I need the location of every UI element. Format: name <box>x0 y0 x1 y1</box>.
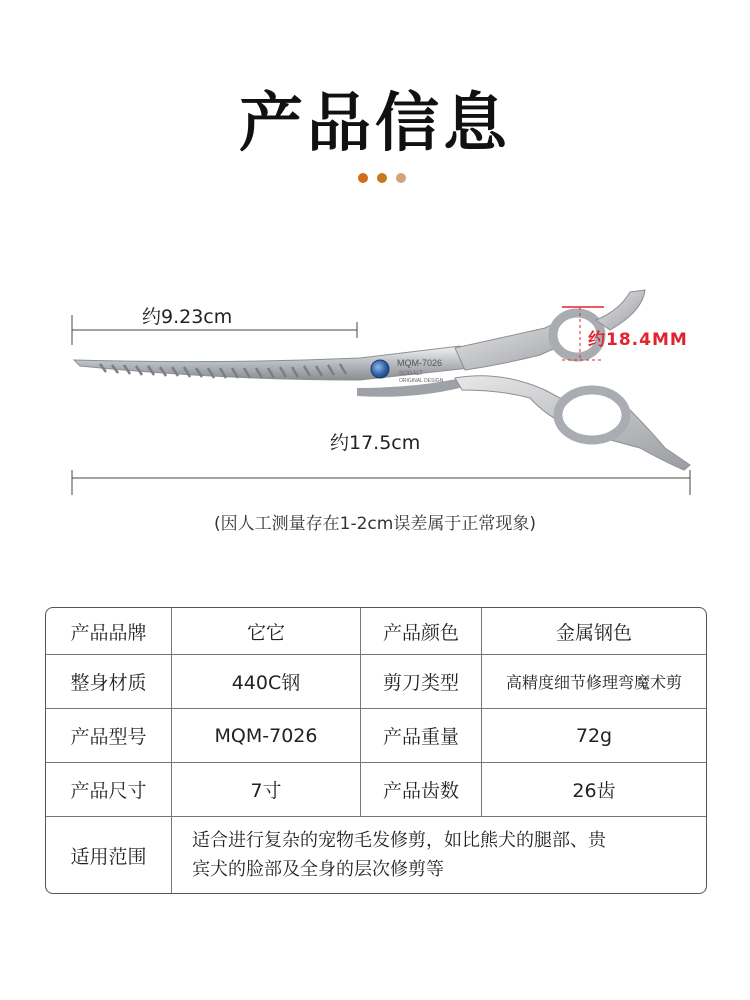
spec-value: 72g <box>482 709 706 763</box>
spec-value: 26齿 <box>482 763 706 817</box>
decoration-dot <box>377 173 387 183</box>
total-length-dimension <box>72 470 690 495</box>
table-row <box>46 763 706 817</box>
spec-key: 产品尺寸 <box>46 763 172 817</box>
table-row <box>46 608 706 655</box>
product-dimension-illustration <box>0 280 750 510</box>
pivot-screw <box>371 360 389 378</box>
spec-key: 产品品牌 <box>46 608 172 655</box>
spec-value: 它它 <box>172 608 361 655</box>
spec-key: 产品重量 <box>361 709 482 763</box>
finger-rest <box>596 290 645 330</box>
scissors-image <box>0 280 750 510</box>
spec-key: 产品颜色 <box>361 608 482 655</box>
spec-key: 剪刀类型 <box>361 655 482 709</box>
usage-line: 宾犬的脸部及全身的层次修剪等 <box>192 859 444 880</box>
ring-diameter-label: 约18.4MM <box>588 330 688 350</box>
spec-key: 产品齿数 <box>361 763 482 817</box>
spec-key: 适用范围 <box>46 817 172 893</box>
page-title: 产品信息 <box>239 87 511 161</box>
engraving-model: MQM-7026 <box>397 358 443 368</box>
spec-key: 整身材质 <box>46 655 172 709</box>
usage-description <box>172 817 706 893</box>
decoration-dot <box>396 173 406 183</box>
lower-finger-ring <box>558 390 626 440</box>
spec-key: 产品型号 <box>46 709 172 763</box>
blade-length-label: 约9.23cm <box>142 306 233 328</box>
spec-table <box>45 607 707 894</box>
spec-value: 金属钢色 <box>482 608 706 655</box>
table-row <box>46 655 706 709</box>
usage-line: 适合进行复杂的宠物毛发修剪，如比熊犬的腿部、贵 <box>192 830 606 851</box>
spec-value: 高精度细节修理弯魔术剪 <box>482 655 706 709</box>
spec-value: MQM-7026 <box>172 709 361 763</box>
engraving-design: ORIGINAL DESIGN <box>399 378 444 384</box>
table-row <box>46 817 706 893</box>
spec-value: 7寸 <box>172 763 361 817</box>
measurement-note: (因人工测量存在1-2cm误差属于正常现象) <box>214 514 536 534</box>
total-length-label: 约17.5cm <box>330 432 421 454</box>
engraving-brand: SOGALT <box>399 371 423 377</box>
decoration-dot <box>358 173 368 183</box>
table-row <box>46 709 706 763</box>
spec-value: 440C钢 <box>172 655 361 709</box>
